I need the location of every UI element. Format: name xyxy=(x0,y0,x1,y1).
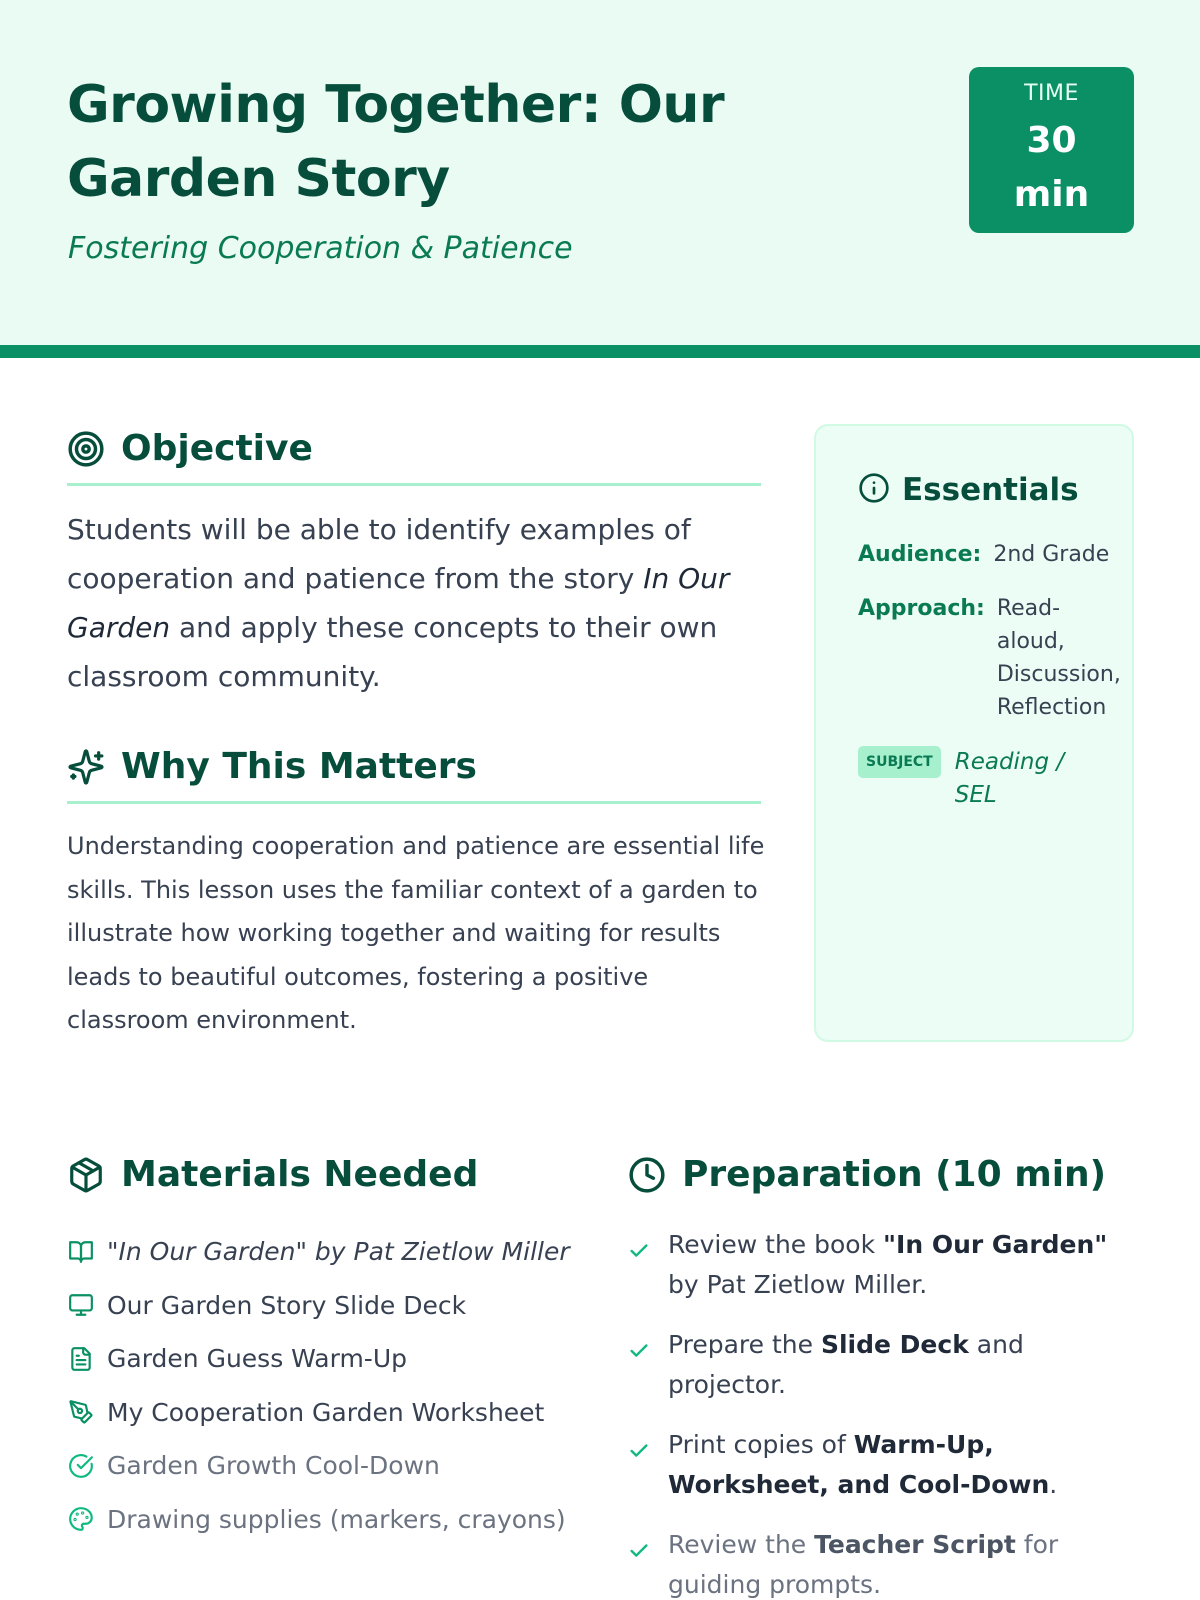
pen-tool-icon xyxy=(67,1398,95,1426)
clock-icon xyxy=(628,1156,666,1194)
essentials-heading-text: Essentials xyxy=(902,472,1079,508)
prep-text-post: . xyxy=(1049,1470,1058,1499)
info-icon xyxy=(858,472,890,508)
palette-icon xyxy=(67,1505,95,1533)
preparation-heading-text: Preparation (10 min) xyxy=(682,1154,1107,1195)
list-item xyxy=(67,1332,587,1386)
time-label: TIME xyxy=(1024,81,1079,106)
objective-heading-text: Objective xyxy=(121,428,313,469)
essentials-heading xyxy=(858,472,1079,508)
check-icon xyxy=(628,1425,654,1474)
sparkles-icon xyxy=(67,748,105,786)
essentials-approach-row xyxy=(858,592,1121,724)
header-accent-bar xyxy=(0,345,1200,358)
prep-text-pre: Prepare the xyxy=(668,1330,821,1359)
list-item xyxy=(67,1493,587,1547)
why-text: Understanding cooperation and patience are essential life skills. This lesson uses the familiar context of a garden to illustrate how working together and waiting for results leads to beautiful outcomes, fostering a positive classroom environment. xyxy=(67,832,765,1034)
time-value: 30 min xyxy=(1013,120,1090,215)
prep-text xyxy=(668,1525,1128,1600)
list-item xyxy=(67,1386,587,1440)
check-icon xyxy=(628,1525,654,1574)
file-text-icon xyxy=(67,1345,95,1373)
prep-text-pre: Review the book xyxy=(668,1230,884,1259)
essentials-audience-row xyxy=(858,538,1109,571)
list-item xyxy=(628,1325,1128,1405)
list-item xyxy=(67,1225,587,1279)
list-item xyxy=(67,1439,587,1493)
material-label: Garden Guess Warm-Up xyxy=(107,1344,407,1374)
prep-text xyxy=(668,1225,1128,1305)
prep-text-post: by Pat Zietlow Miller. xyxy=(668,1270,928,1299)
prep-text-pre: Review the xyxy=(668,1530,815,1559)
prep-text-post: for guiding prompts. xyxy=(668,1530,1059,1599)
objective-divider xyxy=(67,483,761,486)
materials-heading xyxy=(67,1154,478,1195)
essentials-subject-row xyxy=(858,746,1075,812)
list-item xyxy=(628,1225,1128,1305)
material-label: "In Our Garden" by Pat Zietlow Miller xyxy=(107,1237,570,1267)
preparation-list xyxy=(628,1225,1128,1600)
time-badge xyxy=(969,67,1134,233)
list-item xyxy=(628,1425,1128,1505)
monitor-icon xyxy=(67,1291,95,1319)
why-divider xyxy=(67,801,761,804)
audience-label: Audience: xyxy=(858,542,982,567)
materials-heading-text: Materials Needed xyxy=(121,1154,479,1195)
subject-value: Reading / SEL xyxy=(954,749,1065,808)
prep-text-bold: Teacher Script xyxy=(814,1530,1016,1559)
materials-list xyxy=(67,1225,587,1546)
approach-value: Read-aloud, Discussion, Reflection xyxy=(996,596,1121,720)
essentials-card xyxy=(814,424,1134,1042)
material-label: Garden Growth Cool-Down xyxy=(107,1451,440,1481)
objective-book-title: In Our Garden xyxy=(67,562,730,644)
book-open-icon xyxy=(67,1238,95,1266)
lesson-subtitle: Fostering Cooperation & Patience xyxy=(68,231,573,266)
prep-text-bold: "In Our Garden" xyxy=(883,1230,1108,1259)
approach-label: Approach: xyxy=(858,596,985,621)
prep-text-bold: Warm-Up, Worksheet, and Cool-Down xyxy=(668,1430,1050,1499)
preparation-heading xyxy=(628,1154,1106,1195)
prep-text-pre: Print copies of xyxy=(668,1430,854,1459)
objective-text xyxy=(67,505,757,701)
material-label: My Cooperation Garden Worksheet xyxy=(107,1397,545,1427)
objective-text-part1: Students will be able to identify examples of cooperation and patience from the story xyxy=(67,513,691,595)
list-item xyxy=(67,1279,587,1333)
check-icon xyxy=(628,1325,654,1374)
objective-heading xyxy=(67,428,313,469)
prep-text-post: and projector. xyxy=(668,1330,1024,1399)
audience-value: 2nd Grade xyxy=(993,542,1110,567)
material-label: Our Garden Story Slide Deck xyxy=(107,1290,467,1320)
prep-text xyxy=(668,1325,1128,1405)
subject-pill: SUBJECT xyxy=(858,746,941,778)
why-heading xyxy=(67,746,477,787)
package-icon xyxy=(67,1156,105,1194)
why-heading-text: Why This Matters xyxy=(121,746,477,787)
prep-text xyxy=(668,1425,1128,1505)
lesson-header xyxy=(0,0,1200,345)
target-icon xyxy=(67,430,105,468)
objective-text-part2: and apply these concepts to their own classroom community. xyxy=(67,611,718,693)
check-circle-icon xyxy=(67,1452,95,1480)
check-icon xyxy=(628,1225,654,1274)
list-item xyxy=(628,1525,1128,1600)
prep-text-bold: Slide Deck xyxy=(820,1330,969,1359)
material-label: Drawing supplies (markers, crayons) xyxy=(107,1504,566,1534)
lesson-title: Growing Together: Our Garden Story xyxy=(67,75,725,209)
